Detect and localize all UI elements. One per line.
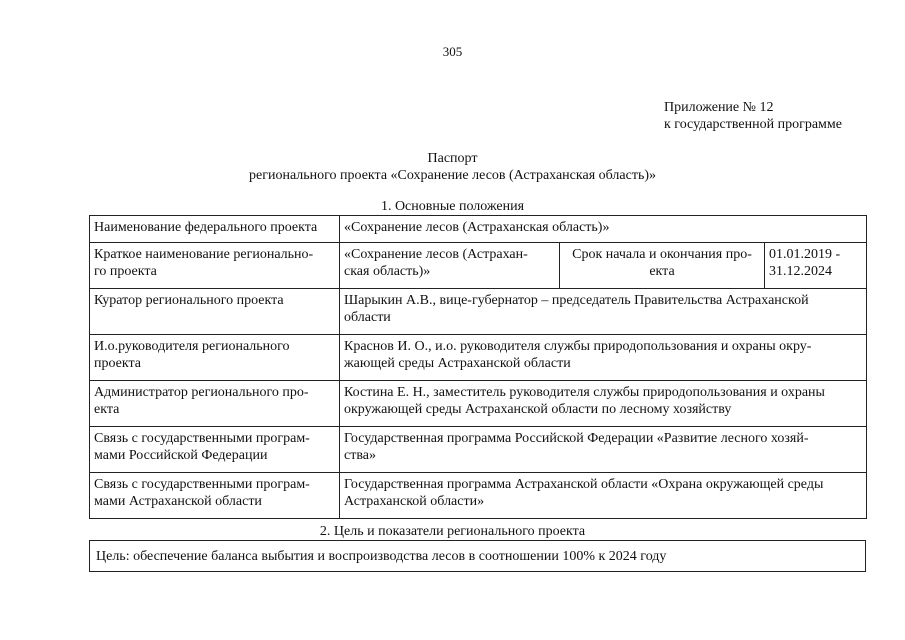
row-federal-programs [90,427,867,473]
value-federal-programs-line-2: ства» [344,448,376,463]
value-acting-head-line-2: жающей среды Астраханской области [344,356,571,371]
passport-title-line-1: Паспорт [427,151,478,166]
label-regional-programs [90,473,340,519]
label-curator: Куратор регионального проекта [90,289,340,335]
label-federal-programs-line-1: Связь с государственными програм- [94,431,310,446]
label-term [560,243,765,289]
value-short-name-line-1: «Сохранение лесов (Астрахан- [344,247,528,262]
section-2-heading: 2. Цель и показатели регионального проекта [319,524,586,539]
row-federal-project [90,216,867,243]
value-curator-line-2: области [344,310,391,325]
label-short-name-line-2: го проекта [94,264,157,279]
value-administrator-line-1: Костина Е. Н., заместитель руководителя службы природопользования и охраны [344,385,825,400]
label-administrator-line-2: екта [94,402,120,417]
page-number: 305 [442,44,463,59]
row-short-name [90,243,867,289]
section-1-heading: 1. Основные положения [380,199,525,214]
label-regional-programs-line-1: Связь с государственными програм- [94,477,310,492]
basic-provisions-table [89,215,867,519]
row-administrator [90,381,867,427]
row-acting-head [90,335,867,381]
appendix-note [664,99,842,133]
label-acting-head-line-1: И.о.руководителя регионального [94,339,290,354]
value-curator-line-1: Шарыкин А.В., вице-губернатор – председатель Правительства Астраханской [344,293,809,308]
passport-title [0,150,905,184]
value-federal-project: «Сохранение лесов (Астраханская область)» [340,216,867,243]
value-regional-programs-line-1: Государственная программа Астраханской области «Охрана окружающей среды [344,477,824,492]
row-goal [90,541,866,572]
value-administrator [340,381,867,427]
value-federal-programs-line-1: Государственная программа Российской Федерации «Развитие лесного хозяй- [344,431,809,446]
value-term-start: 01.01.2019 - [769,247,841,262]
passport-title-line-2: регионального проекта «Сохранение лесов (Астраханская область)» [249,168,656,183]
value-term-end: 31.12.2024 [769,264,832,279]
label-acting-head [90,335,340,381]
label-short-name-line-1: Краткое наименование регионально- [94,247,314,262]
goal-text: Цель: обеспечение баланса выбытия и воспроизводства лесов в соотношении 100% к 2024 году [90,541,866,572]
value-administrator-line-2: окружающей среды Астраханской области по лесному хозяйству [344,402,732,417]
appendix-line-2: к государственной программе [664,117,842,132]
label-term-line-1: Срок начала и окончания про- [572,247,752,262]
value-regional-programs-line-2: Астраханской области» [344,494,485,509]
row-regional-programs [90,473,867,519]
value-acting-head [340,335,867,381]
label-federal-project: Наименование федерального проекта [90,216,340,243]
appendix-line-1: Приложение № 12 [664,100,774,115]
value-term [765,243,867,289]
value-curator [340,289,867,335]
label-federal-programs [90,427,340,473]
value-short-name [340,243,560,289]
label-administrator [90,381,340,427]
label-short-name [90,243,340,289]
label-federal-programs-line-2: мами Российской Федерации [94,448,268,463]
value-federal-programs [340,427,867,473]
label-administrator-line-1: Администратор регионального про- [94,385,309,400]
value-acting-head-line-1: Краснов И. О., и.о. руководителя службы природопользования и охраны окру- [344,339,812,354]
label-term-line-2: екта [649,264,675,279]
label-regional-programs-line-2: мами Астраханской области [94,494,262,509]
value-short-name-line-2: ская область)» [344,264,431,279]
goal-table [89,540,866,572]
label-acting-head-line-2: проекта [94,356,141,371]
value-regional-programs [340,473,867,519]
row-curator [90,289,867,335]
